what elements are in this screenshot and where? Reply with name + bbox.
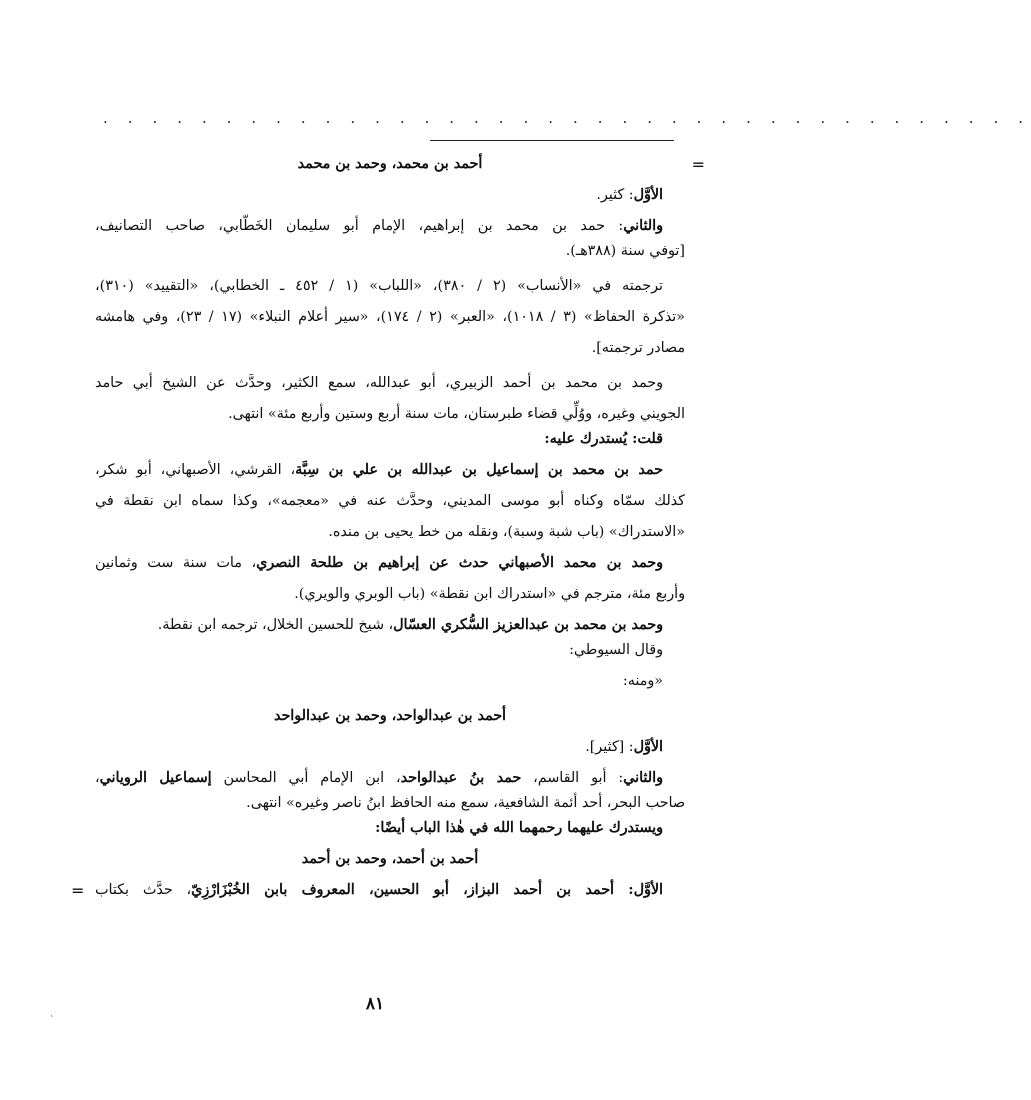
section-heading-1 — [95, 152, 705, 177]
second-entry-line-2: [توفي سنة (٣٨٨هـ). — [565, 243, 685, 259]
margin-tick: ` — [50, 1016, 55, 1026]
paragraph-text: ، مات سنة ست وثمانين — [95, 555, 257, 571]
person-name: : أحمد بن أحمد البزاز، أبو الحسين، المعروف بابن الخُبْزَارْزِيّ — [191, 882, 634, 898]
bio-line-2: «تذكرة الحفاظ» (٣ / ١٠١٨)، «العبر» (٢ / ١٧٤)، «سير أعلام النبلاء» (١٧ / ٢٣)، وفي هامشه — [95, 309, 686, 325]
quote-open-line: «ومنه: — [622, 673, 663, 689]
first-label: الأوَّل — [633, 739, 663, 755]
paragraph-line — [95, 613, 685, 638]
section-heading-2: أحمد بن عبدالواحد، وحمد بن عبدالواحد — [273, 708, 507, 724]
first-label: الأوَّل — [633, 187, 663, 203]
first-label: الأوَّل — [633, 882, 663, 898]
istidrak-text: ويستدرك عليهما رحمهما الله في هٰذا الباب أيضًا: — [375, 820, 663, 836]
header-dot-leader: . . . . . . . . . . . . . . . . . . . . . . . . . . . . . . . . . . . . . . — [103, 109, 1031, 127]
qult-text: قلت: يُستدرك عليه: — [544, 431, 663, 447]
second-label: والثاني — [623, 218, 663, 234]
page-body — [71, 152, 705, 903]
person-name: حمد بن محمد بن إسماعيل بن عبدالله بن علي بن سِبَّة — [295, 462, 663, 478]
second-text: ، ابن الإمام أبي المحاسن — [211, 770, 401, 786]
first-value: : كثير. — [596, 187, 634, 203]
suyuti-line: وقال السيوطي: — [569, 642, 663, 658]
first-entry-line — [71, 878, 685, 903]
person-name: وحمد بن محمد بن عبدالعزيز السُّكري العسّال — [393, 617, 663, 633]
paragraph-line: وحمد بن محمد بن أحمد الزبيري، أبو عبدالله، سمع الكثير، وحدَّث عن الشيخ أبي حامد — [95, 375, 663, 391]
second-label: والثاني — [623, 770, 663, 786]
paragraph-text: ، شيخ للحسين الخلال، ترجمه ابن نقطة. — [157, 617, 394, 633]
second-entry-line — [95, 214, 685, 239]
second-entry-line — [95, 766, 685, 791]
second-text: : أبو القاسم، — [521, 770, 624, 786]
paragraph-line — [95, 458, 685, 483]
margin-equals-mark: = — [71, 881, 85, 900]
qult-line — [95, 427, 685, 452]
second-entry-line-2: صاحب البحر، أحد أئمة الشافعية، سمع منه الحافظ ابنُ ناصر وغيره» انتهى. — [246, 795, 685, 811]
paragraph-line: كذلك سمّاه وكناه أبو موسى المديني، وحدَّث عنه في «معجمه»، وكذا سماه ابن نقطة في — [95, 493, 685, 509]
page-number: ٨١ — [365, 994, 385, 1014]
first-value: : [كثير]. — [585, 739, 634, 755]
header-rule — [430, 140, 674, 141]
section-heading-text: أحمد بن محمد، وحمد بن محمد — [297, 156, 483, 172]
bio-line-3: مصادر ترجمته]. — [591, 340, 685, 356]
istidrak-line — [95, 816, 685, 841]
person-name: حمد بنُ عبدالواحد — [400, 770, 522, 786]
first-entry-line — [95, 735, 685, 760]
paragraph-text: ، حدَّث بكتاب — [95, 882, 192, 898]
paragraph-line: «الاستدراك» (باب شبة وسبة)، ونقله من خط يحيى بن منده. — [328, 524, 685, 540]
second-text: : حمد بن محمد بن إبراهيم، الإمام أبو سليمان الخَطّابي، صاحب التصانيف، — [95, 218, 624, 234]
person-name: وحمد بن محمد الأصبهاني حدث عن إبراهيم بن طلحة النصري — [256, 555, 663, 571]
paragraph-text: ، القرشي، الأصبهاني، أبو شكر، — [95, 462, 296, 478]
second-text: ، — [95, 770, 100, 786]
margin-equals-mark: = — [691, 155, 705, 174]
bio-line-1: ترجمته في «الأنساب» (٢ / ٣٨٠)، «اللباب» (١ / ٤٥٢ ـ الخطابي)، «التقييد» (٣١٠)، — [95, 278, 664, 294]
paragraph-line — [95, 551, 685, 576]
person-name: إسماعيل الروياني — [99, 770, 212, 786]
section-heading-3: أحمد بن أحمد، وحمد بن أحمد — [301, 851, 479, 867]
paragraph-line: الجويني وغيره، ووُلِّي قضاء طبرستان، مات سنة أربع وستين وأربع مئة» انتهى. — [228, 406, 685, 422]
paragraph-line: وأربع مئة، مترجم في «استدراك ابن نقطة» (باب الوبري والويري). — [294, 586, 685, 602]
first-entry-line — [95, 183, 685, 208]
